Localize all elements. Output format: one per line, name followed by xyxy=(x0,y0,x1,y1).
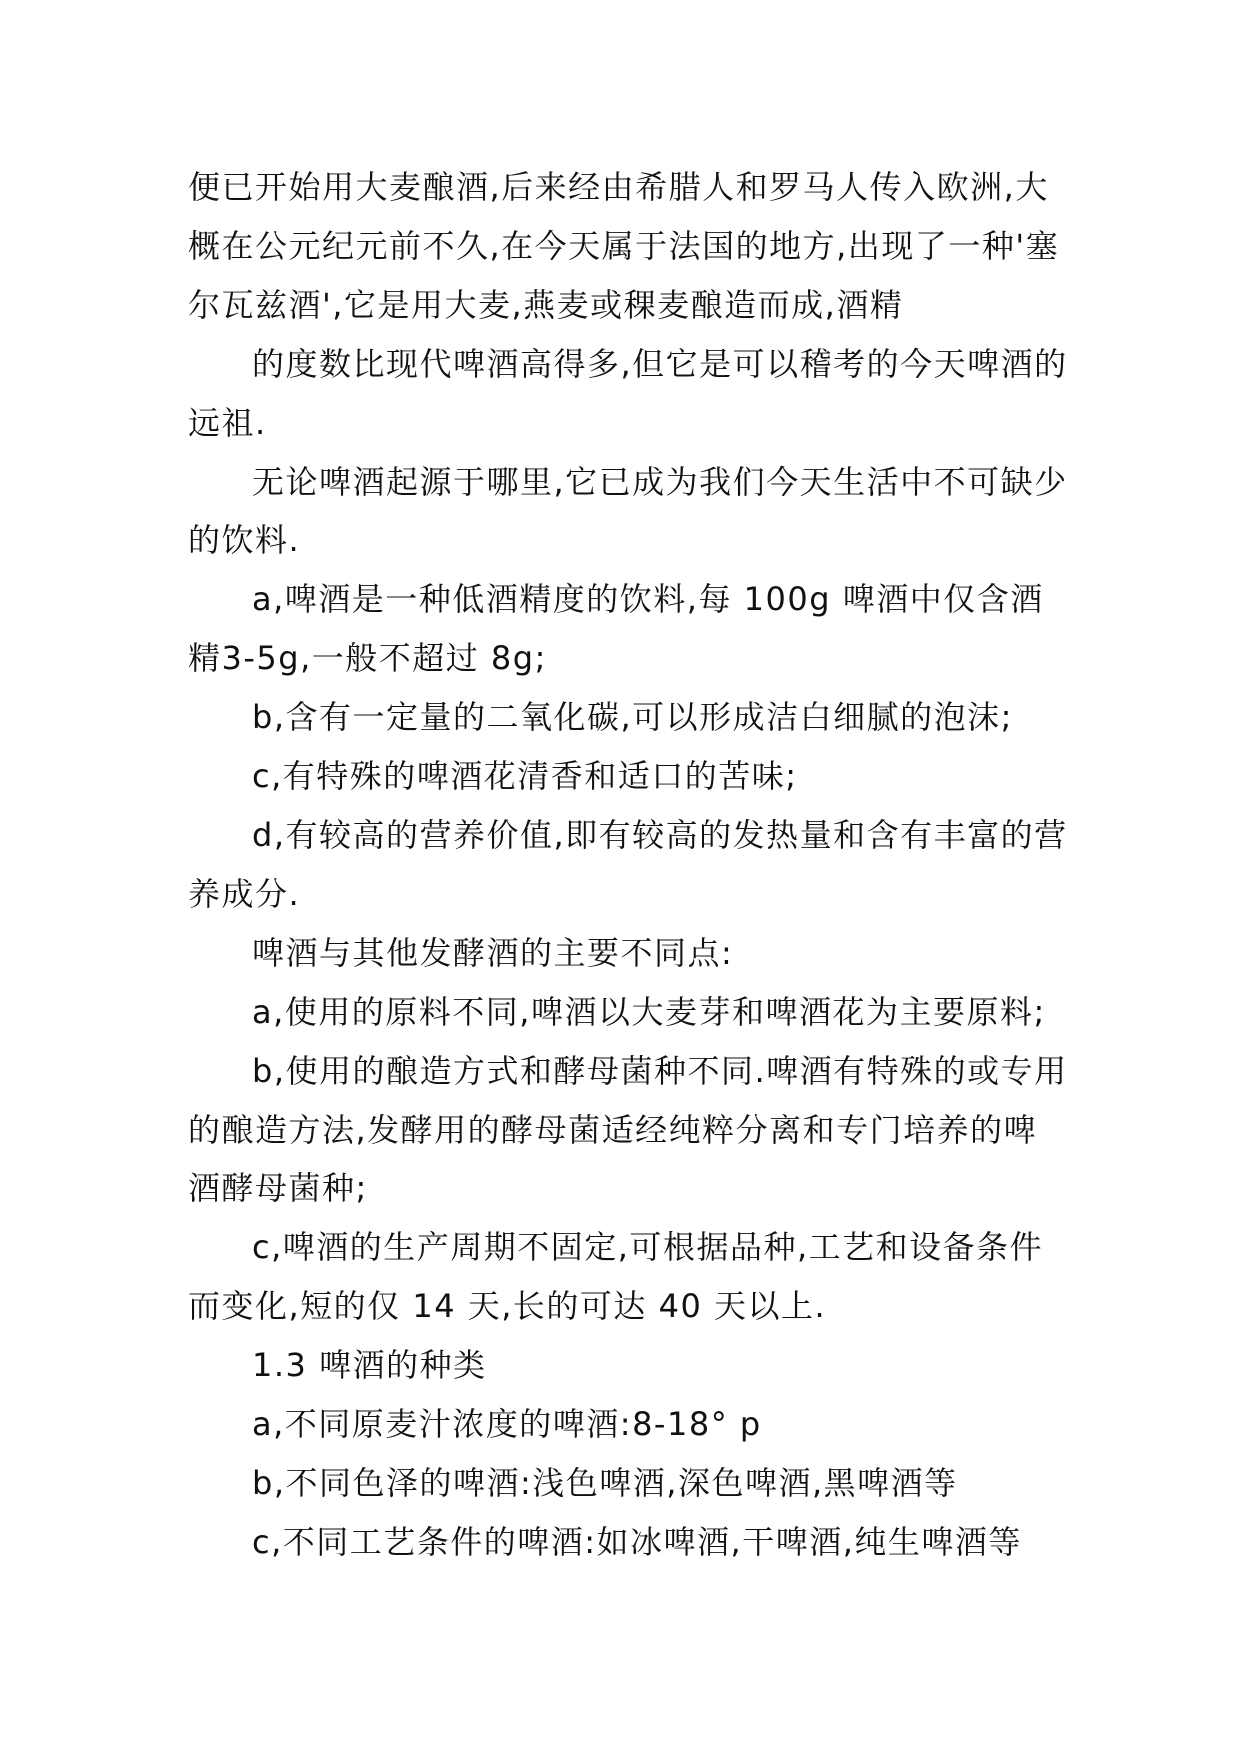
paragraph: b,含有一定量的二氧化碳,可以形成洁白细腻的泡沫; xyxy=(252,698,1013,737)
paragraph: c,不同工艺条件的啤酒:如冰啤酒,干啤酒,纯生啤酒等 xyxy=(252,1522,1022,1561)
section-heading: 1.3 啤酒的种类 xyxy=(252,1346,487,1385)
paragraph: a,使用的原料不同,啤酒以大麦芽和啤酒花为主要原料; xyxy=(252,992,1046,1031)
paragraph: b,不同色泽的啤酒:浅色啤酒,深色啤酒,黑啤酒等 xyxy=(252,1463,958,1502)
paragraph: a,啤酒是一种低酒精度的饮料,每 100g 啤酒中仅含酒精3-5g,一般不超过 8g; xyxy=(188,580,1044,678)
paragraph: 的度数比现代啤酒高得多,但它是可以稽考的今天啤酒的远祖. xyxy=(188,344,1068,442)
paragraph: 无论啤酒起源于哪里,它已成为我们今天生活中不可缺少的饮料. xyxy=(188,462,1068,560)
document-body xyxy=(188,158,1068,1572)
paragraph: c,有特殊的啤酒花清香和适口的苦味; xyxy=(252,757,798,796)
paragraph: d,有较高的营养价值,即有较高的发热量和含有丰富的营养成分. xyxy=(188,815,1068,913)
paragraph: b,使用的酿造方式和酵母菌种不同.啤酒有特殊的或专用的酿造方法,发酵用的酵母菌适经纯粹分离和专门培养的啤酒酵母菌种; xyxy=(188,1051,1068,1208)
paragraph: a,不同原麦汁浓度的啤酒:8-18° p xyxy=(252,1405,762,1444)
paragraph: 啤酒与其他发酵酒的主要不同点: xyxy=(252,933,734,972)
paragraph: c,啤酒的生产周期不固定,可根据品种,工艺和设备条件而变化,短的仅 14 天,长的可达 40 天以上. xyxy=(188,1228,1044,1326)
paragraph: 便已开始用大麦酿酒,后来经由希腊人和罗马人传入欧洲,大概在公元纪元前不久,在今天属于法国的地方,出现了一种'塞尔瓦兹酒',它是用大麦,燕麦或稞麦酿造而成,酒精 xyxy=(188,168,1060,324)
